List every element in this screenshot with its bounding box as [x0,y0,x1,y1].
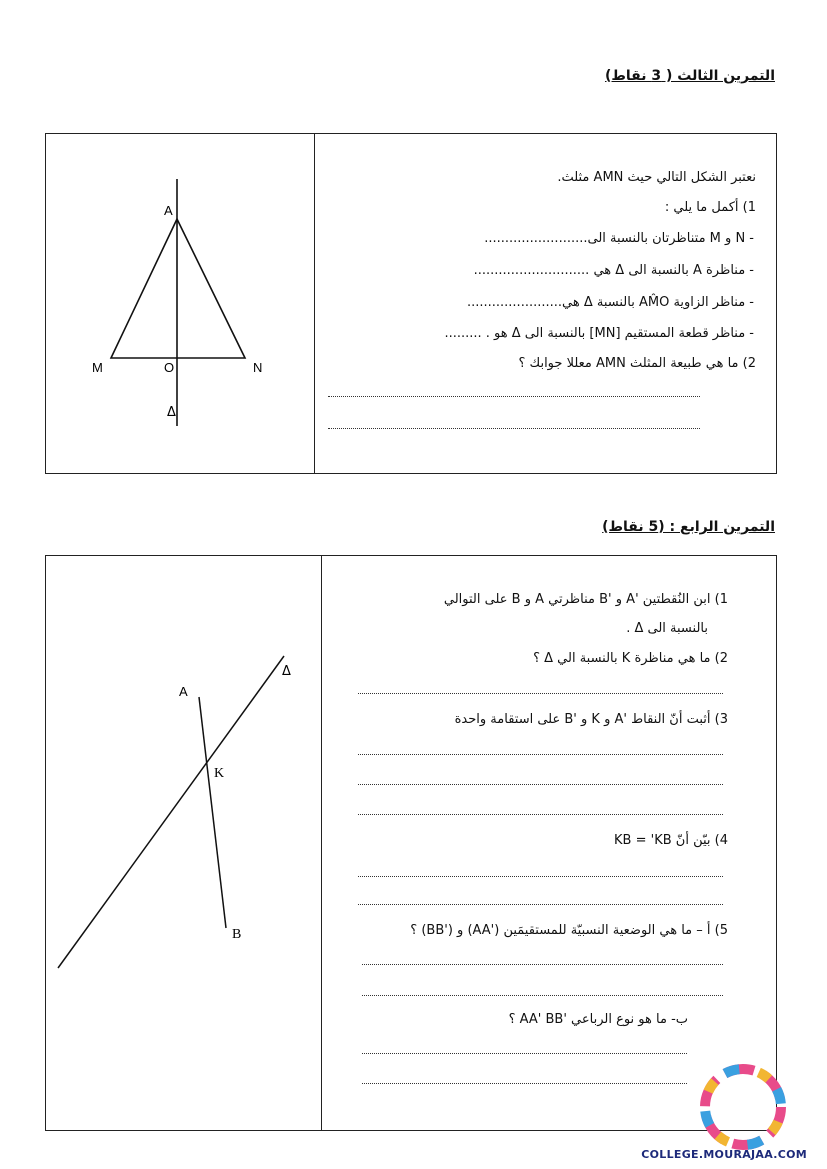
exercise-3-item3: - مناظر الزاوية AM̂O بالنسبة Δ هي....................... [466,295,754,310]
answer-line [358,754,723,755]
segment-ab [199,697,226,928]
answer-line [362,1083,687,1084]
answer-line [358,876,723,877]
exercise-3-item1: - N و M متناظرتان بالنسبة الى......................... [484,231,754,246]
exercise-4-q5b: ب- ما هو نوع الرباعي 'AA' BB ؟ [508,1012,688,1027]
answer-line [358,814,723,815]
label-b: B [232,927,242,942]
label-delta: Δ [167,405,176,420]
answer-line [358,693,723,694]
label-m: M [92,360,103,375]
exercise-3-intro: نعتبر الشكل التالي حيث AMN مثلث. [557,170,756,185]
label-n: N [253,360,263,375]
exercise-3-q1: 1) أكمل ما يلي : [664,200,756,215]
answer-line [328,428,700,429]
exercise-4-q1a: 1) ابن النُقطتين 'A و 'B مناظرتي A و B على التوالي [443,592,728,607]
exercise-3-divider [314,134,315,473]
exercise-4-q4: 4) بيّن أنّ KB = 'KB [614,833,728,848]
triangle-amn [111,219,245,358]
exercise-3-box [45,133,777,474]
exercise-4-q1b: بالنسبة الى Δ . [626,621,708,636]
label-a: A [179,684,188,699]
label-a: A [164,203,173,218]
exercise-3-q2: 2) ما هي طبيعة المثلث AMN معللا جوابك ؟ [518,356,756,371]
label-o: O [164,360,175,375]
answer-line [362,995,723,996]
label-k: K [214,766,225,781]
label-delta: Δ [282,664,291,679]
answer-line [362,1053,687,1054]
exercise-3-item2: - مناظرة A بالنسبة الى Δ هي ............................ [473,263,754,278]
delta-line [58,656,284,968]
site-logo-icon [688,1062,798,1152]
exercise-4-title: التمرين الرابع : (5 نقاط) [602,519,775,535]
answer-line [358,904,723,905]
exercise-3-title: التمرين الثالث ( 3 نقاط) [604,68,775,84]
exercise-4-figure [46,556,321,1130]
exercise-4-q5a: 5) أ – ما هي الوضعية النسبيّة للمستقيمَين ('AA) و ('BB) ؟ [410,923,728,938]
exercise-3-figure [46,134,314,473]
exercise-3-item4: - مناظر قطعة المستقيم [MN] بالنسبة الى Δ هو . ......... [444,326,754,341]
exercise-4-box [45,555,777,1131]
answer-line [358,784,723,785]
answer-line [328,396,700,397]
exercise-4-divider [321,556,322,1130]
answer-line [362,964,723,965]
watermark-text[interactable]: COLLEGE.MOURAJAA.COM [641,1148,807,1161]
exercise-4-q2: 2) ما هي مناظرة K بالنسبة الي Δ ؟ [533,651,728,666]
exercise-4-q3: 3) أثبت أنّ النقاط 'A و K و 'B على استقامة واحدة [454,712,728,727]
